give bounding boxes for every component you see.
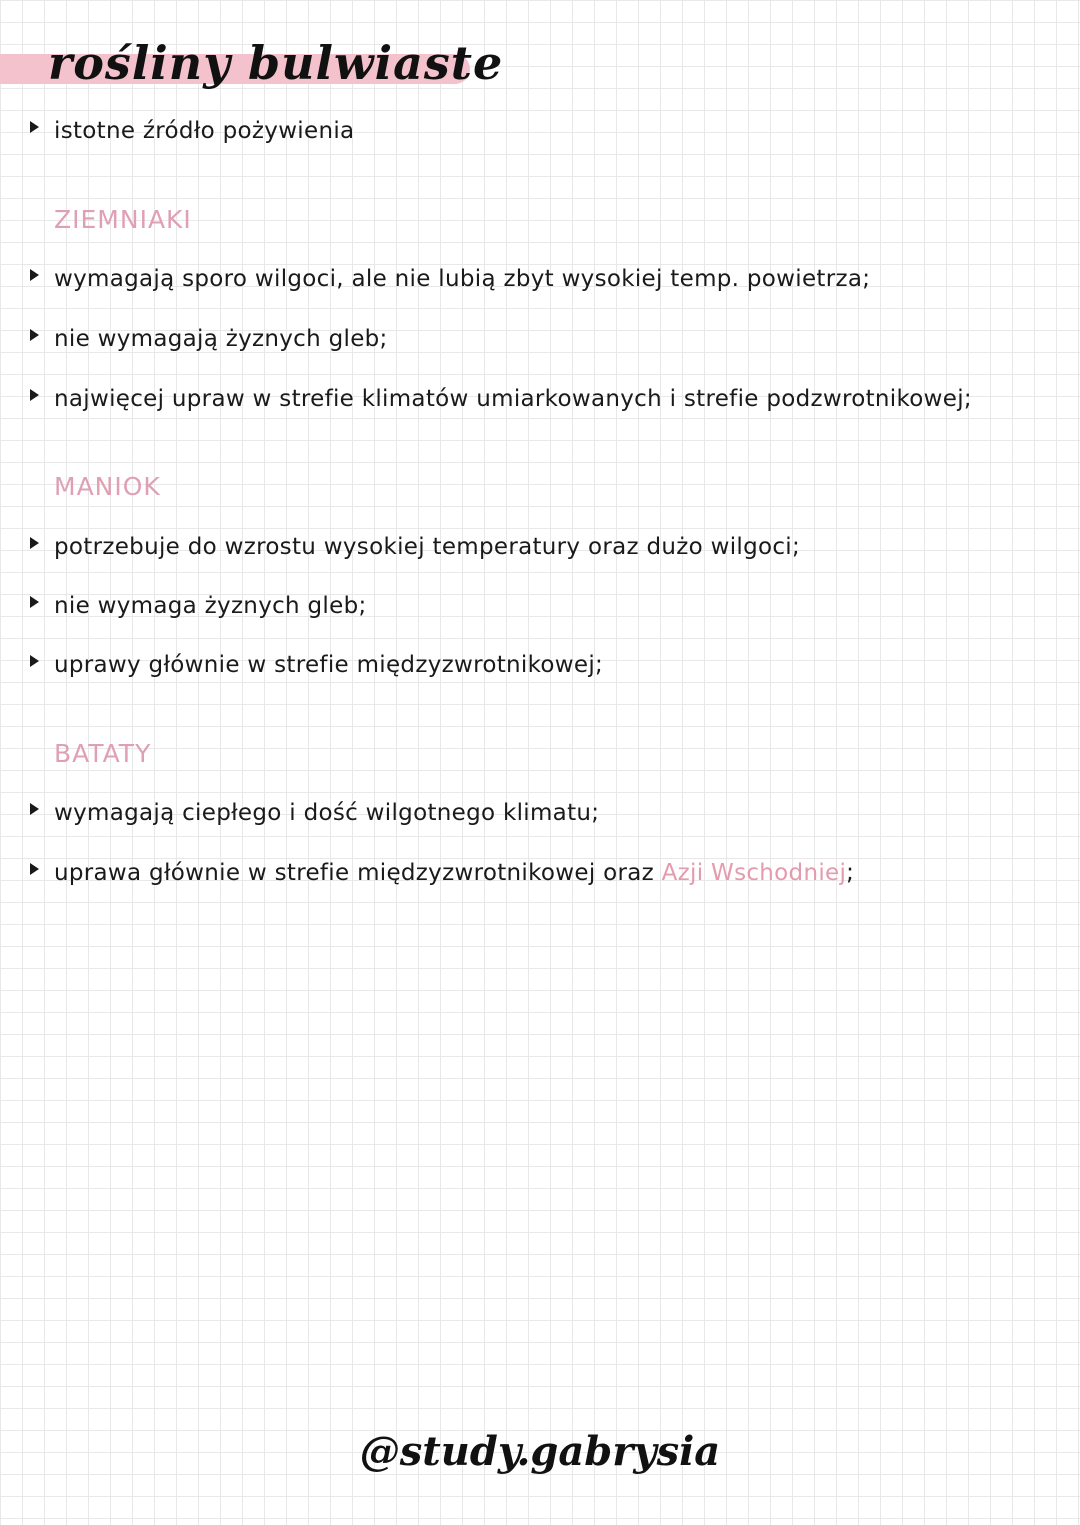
list-item-text: wymagają sporo wilgoci, ale nie lubią zbyt wysokiej temp. powietrza; (54, 266, 871, 292)
triangle-bullet-icon (30, 389, 39, 401)
section-heading-ziemniaki: ZIEMNIAKI (54, 205, 192, 234)
list-item-text: potrzebuje do wzrostu wysokiej temperatury oraz dużo wilgoci; (54, 534, 801, 560)
list-item (30, 800, 599, 826)
list-item (30, 534, 800, 560)
list-item-text: nie wymagają żyznych gleb; (54, 326, 388, 352)
list-item-text: nie wymaga żyznych gleb; (54, 593, 367, 619)
list-item (30, 386, 972, 412)
list-item-prefix: uprawa głównie w strefie międzyzwrotnikowej oraz (54, 860, 655, 886)
list-item-text: najwięcej upraw w strefie klimatów umiarkowanych i strefie podzwrotnikowej; (54, 386, 972, 412)
triangle-bullet-icon (30, 329, 39, 341)
page-title: rośliny bulwiaste (48, 36, 504, 90)
list-item (30, 266, 870, 292)
list-item (30, 652, 603, 678)
list-item-text: uprawy głównie w strefie międzyzwrotnikowej; (54, 652, 604, 678)
list-item (30, 326, 388, 352)
author-handle: @study.gabrysia (359, 1428, 721, 1475)
list-item (30, 860, 854, 886)
section-heading-maniok: MANIOK (54, 472, 161, 501)
triangle-bullet-icon (30, 655, 39, 667)
section-heading-bataty: BATATY (54, 739, 152, 768)
highlighted-region: Azji Wschodniej (661, 860, 847, 886)
triangle-bullet-icon (30, 121, 39, 133)
list-item (30, 593, 367, 619)
list-item-intro (30, 118, 354, 144)
triangle-bullet-icon (30, 269, 39, 281)
triangle-bullet-icon (30, 863, 39, 875)
list-item-text: istotne źródło pożywienia (54, 118, 355, 144)
list-item-text (54, 860, 854, 886)
triangle-bullet-icon (30, 537, 39, 549)
list-item-suffix: ; (846, 860, 855, 886)
triangle-bullet-icon (30, 803, 39, 815)
list-item-text: wymagają ciepłego i dość wilgotnego klimatu; (54, 800, 600, 826)
triangle-bullet-icon (30, 596, 39, 608)
